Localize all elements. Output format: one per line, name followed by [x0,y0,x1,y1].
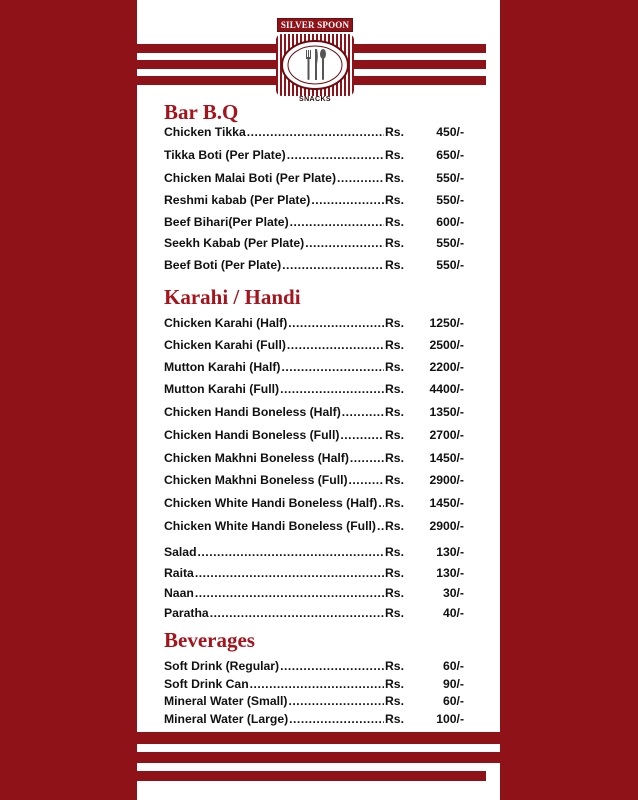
menu-item [164,148,464,164]
item-currency: Rs. [385,451,404,465]
brand-badge [277,18,353,32]
item-price: 130/- [436,566,464,580]
item-name: Chicken White Handi Boneless (Full) [164,519,376,533]
bottom-stripe-1 [137,732,500,744]
item-name: Raita [164,566,194,580]
item-price: 2900/- [429,473,464,487]
item-price: 550/- [436,236,464,250]
item-name: Mutton Karahi (Half) [164,360,281,374]
leader-dots [340,428,384,442]
item-currency: Rs. [385,428,404,442]
item-price: 450/- [436,125,464,139]
item-currency: Rs. [385,694,404,708]
menu-item [164,193,464,209]
item-name: Seekh Kabab (Per Plate) [164,236,305,250]
item-name: Beef Boti (Per Plate) [164,258,282,272]
item-currency: Rs. [385,566,404,580]
leader-dots [288,316,384,330]
item-name: Chicken Handi Boneless (Full) [164,428,340,442]
item-name: Soft Drink Can [164,677,249,691]
leader-dots [289,712,384,726]
item-name: Naan [164,586,194,600]
item-currency: Rs. [385,215,404,229]
item-price: 4400/- [429,382,464,396]
item-price: 600/- [436,215,464,229]
item-currency: Rs. [385,258,404,272]
item-price: 130/- [436,545,464,559]
item-name: Chicken Handi Boneless (Half) [164,405,341,419]
item-name: Soft Drink (Regular) [164,659,280,673]
plate-emblem [276,34,354,96]
menu-item [164,316,464,332]
menu-item [164,606,464,622]
item-currency: Rs. [385,677,404,691]
leader-dots [287,338,384,352]
leader-dots [280,659,384,673]
item-currency: Rs. [385,545,404,559]
item-price: 2500/- [429,338,464,352]
item-currency: Rs. [385,236,404,250]
item-currency: Rs. [385,405,404,419]
cutlery-icon [276,34,354,96]
item-name: Chicken Karahi (Half) [164,316,288,330]
item-price: 650/- [436,148,464,162]
item-currency: Rs. [385,193,404,207]
item-price: 1450/- [429,451,464,465]
item-price: 2700/- [429,428,464,442]
item-name: Paratha [164,606,209,620]
menu-item [164,382,464,398]
item-name: Mutton Karahi (Full) [164,382,280,396]
leader-dots [195,586,384,600]
item-name: Mineral Water (Small) [164,694,288,708]
leader-dots [311,193,384,207]
leader-dots [290,215,384,229]
item-name: Chicken Tikka [164,125,246,139]
brand-logo [270,18,360,106]
leader-dots [342,405,384,419]
section-title-beverages: Beverages [164,628,255,652]
leader-dots [247,125,384,139]
leader-dots [337,171,384,185]
item-currency: Rs. [385,473,404,487]
menu-item [164,677,464,693]
item-name: Tikka Boti (Per Plate) [164,148,286,162]
menu-item [164,451,464,467]
leader-dots [377,519,384,533]
item-currency: Rs. [385,148,404,162]
item-currency: Rs. [385,338,404,352]
menu-item [164,659,464,675]
item-name: Salad [164,545,197,559]
item-name: Chicken Malai Boti (Per Plate) [164,171,337,185]
menu-item [164,496,464,512]
menu-item [164,586,464,602]
menu-item [164,405,464,421]
item-price: 100/- [436,712,464,726]
item-currency: Rs. [385,382,404,396]
item-name: Chicken Karahi (Full) [164,338,286,352]
menu-item [164,545,464,561]
item-price: 550/- [436,193,464,207]
item-price: 2900/- [429,519,464,533]
item-price: 60/- [442,694,464,708]
menu-item [164,566,464,582]
item-currency: Rs. [385,606,404,620]
leader-dots [350,451,384,465]
item-currency: Rs. [385,519,404,533]
item-currency: Rs. [385,712,404,726]
leader-dots [305,236,384,250]
menu-item [164,258,464,274]
leader-dots [281,360,384,374]
item-currency: Rs. [385,171,404,185]
leader-dots [280,382,384,396]
menu-item [164,519,464,535]
item-name: Mineral Water (Large) [164,712,289,726]
item-price: 550/- [436,171,464,185]
menu-item [164,236,464,252]
item-name: Reshmi kabab (Per Plate) [164,193,311,207]
leader-dots [378,496,384,510]
menu-item [164,694,464,710]
leader-dots [288,694,384,708]
leader-dots [349,473,384,487]
item-currency: Rs. [385,125,404,139]
item-price: 30/- [442,586,464,600]
item-price: 1250/- [429,316,464,330]
menu-item [164,473,464,489]
item-currency: Rs. [385,586,404,600]
item-price: 1450/- [429,496,464,510]
menu-item [164,125,464,141]
section-title-karahi-handi: Karahi / Handi [164,285,301,309]
item-price: 90/- [442,677,464,691]
side-strip [486,0,500,800]
menu-item [164,171,464,187]
item-name: Chicken Makhni Boneless (Half) [164,451,349,465]
leader-dots [195,566,384,580]
menu-item [164,428,464,444]
menu-item [164,360,464,376]
menu-item [164,215,464,231]
item-price: 60/- [442,659,464,673]
item-currency: Rs. [385,316,404,330]
brand-tagline: SNACKS [299,96,331,103]
menu-item [164,712,464,728]
leader-dots [287,148,384,162]
item-name: Chicken Makhni Boneless (Full) [164,473,348,487]
leader-dots [210,606,384,620]
section-title-bbq: Bar B.Q [164,100,239,124]
item-name: Chicken White Handi Boneless (Half) [164,496,378,510]
bottom-stripe-2 [137,752,500,763]
brand-name: SILVER SPOON [280,20,350,30]
menu-item [164,338,464,354]
item-price: 1350/- [429,405,464,419]
item-price: 40/- [442,606,464,620]
item-name: Beef Bihari(Per Plate) [164,215,289,229]
item-price: 2200/- [429,360,464,374]
item-price: 550/- [436,258,464,272]
item-currency: Rs. [385,360,404,374]
leader-dots [282,258,384,272]
leader-dots [250,677,384,691]
leader-dots [198,545,384,559]
item-currency: Rs. [385,659,404,673]
bottom-stripe-3 [137,771,486,781]
item-currency: Rs. [385,496,404,510]
